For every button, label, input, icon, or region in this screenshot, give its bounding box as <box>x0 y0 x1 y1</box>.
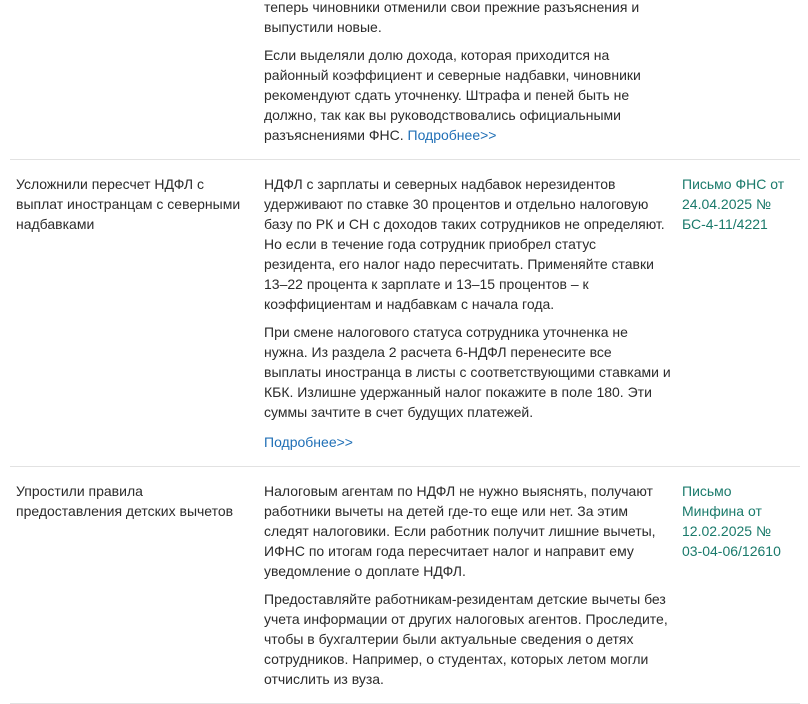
info-table <box>10 0 800 704</box>
source-cell <box>676 467 800 703</box>
paragraph: Если выделяли долю дохода, которая приходится на районный коэффициент и северные надбавки, чиновники рекомендуют сдать уточненку. Штрафа и пеней быть не должно, так как вы руководствовались официальными разъяснениями ФНС. Подробнее>> <box>264 47 641 143</box>
table-row <box>10 0 800 160</box>
topic-cell <box>10 0 258 159</box>
description-cell <box>258 467 676 703</box>
table-row <box>10 160 800 467</box>
topic-cell <box>10 467 258 703</box>
paragraph: НДФЛ с зарплаты и северных надбавок нерезидентов удерживают по ставке 30 процентов и отдельно налоговую базу по РК и СН с доходов таких сотрудников не определяют. Но если в течение года сотрудник приобрел статус резидента, его налог надо пересчитать. Применяйте ставки 13–22 процента к зарплате и 13–15 процентов – к коэффициентам и надбавкам с начала года. <box>264 176 665 312</box>
topic-cell <box>10 160 258 466</box>
topic-text: Упростили правила предоставления детских вычетов <box>16 483 234 519</box>
topic-text: Усложнили пересчет НДФЛ с выплат иностранцам с северными надбавками <box>16 176 241 232</box>
more-link[interactable]: Подробнее>> <box>264 434 353 450</box>
description-cell <box>258 0 676 159</box>
source-link[interactable]: Письмо Минфина от 12.02.2025 № 03-04-06/12610 <box>682 483 781 559</box>
paragraph: Предоставляйте работникам-резидентам детские вычеты без учета информации от других налоговых агентов. Проследите, чтобы в бухгалтерии были актуальные сведения о детях сотрудников. Например, о студентах, которых летом могли отчислить из вуза. <box>264 591 668 687</box>
source-cell <box>676 160 800 466</box>
more-link[interactable]: Подробнее>> <box>407 127 497 143</box>
table-row <box>10 467 800 704</box>
source-cell <box>676 0 800 159</box>
paragraph: теперь чиновники отменили свои прежние разъяснения и выпустили новые. <box>264 0 640 35</box>
source-link[interactable]: Письмо ФНС от 24.04.2025 № БС-4-11/4221 <box>682 176 785 232</box>
paragraph: Налоговым агентам по НДФЛ не нужно выяснять, получают работники вычеты на детей где-то еще или нет. За этим следят налоговики. Если работник получит лишние вычеты, ИФНС по итогам года пересчитает налог и направит ему уведомление о доплате НДФЛ. <box>264 483 656 579</box>
description-cell <box>258 160 676 466</box>
paragraph: При смене налогового статуса сотрудника уточненка не нужна. Из раздела 2 расчета 6-НДФЛ перенесите все выплаты иностранца в листы с соответствующими ставками и КБК. Излишне удержанный налог покажите в поле 180. Эти суммы зачтите в счет будущих платежей. <box>264 324 671 420</box>
